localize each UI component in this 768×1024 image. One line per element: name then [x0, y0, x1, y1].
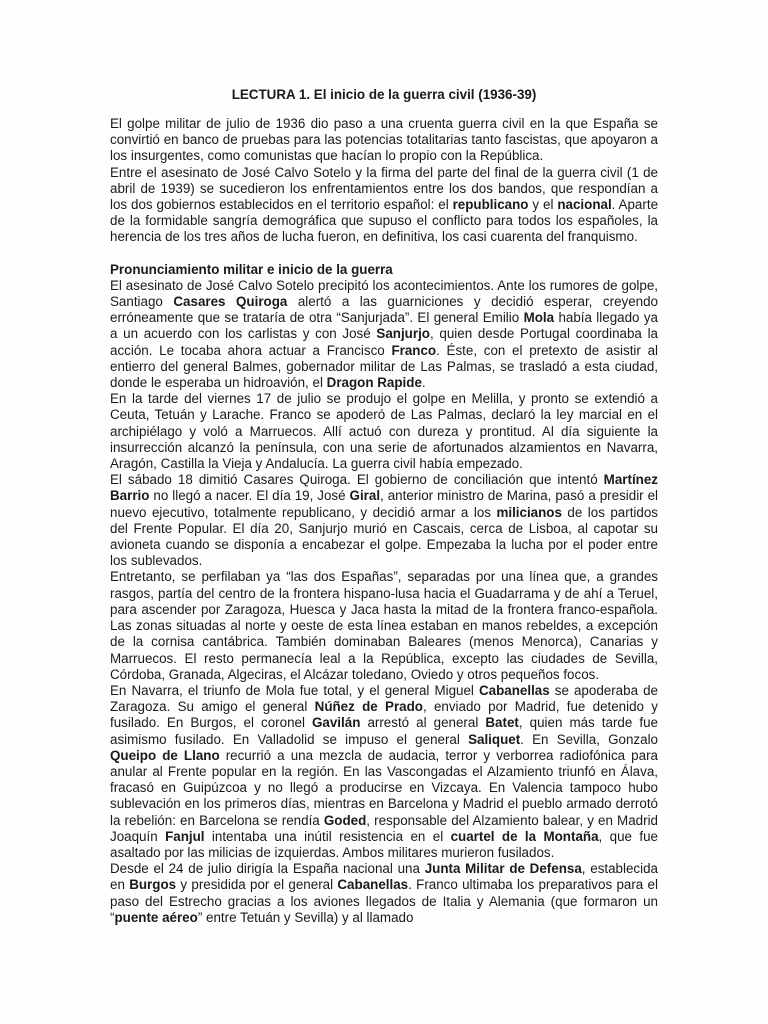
section-heading: Pronunciamiento militar e inicio de la guerra — [110, 261, 393, 277]
document-title: LECTURA 1. El inicio de la guerra civil (1936-39) — [231, 87, 537, 102]
intro-paragraph-1: El golpe militar de julio de 1936 dio paso a una cruenta guerra civil en la que España se convirtió en banco de pruebas para las potencias totalitarias tanto fascistas, que apoyaron a los insurgentes, como comunistas que hacían lo propio con la República. — [110, 116, 658, 164]
paragraph-5: En Navarra, el triunfo de Mola fue total, y el general Miguel Cabanellas se apoderaba de Zaragoza. Su amigo el general Núñez de Prado, enviado por Madrid, fue detenido y fusilado. En Burgos, el coronel Gavilán arrestó al general Batet, quien más tarde fue asimismo fusilado. En Valladolid se impuso el general Saliquet. En Sevilla, Gonzalo Queipo de Llano recurrió a una mezcla de audacia, terror y verborrea radiofónica para anular al Frente popular en la región. En las Vascongadas el Alzamiento triunfó en Álava, fracasó en Guipúzcoa y no llegó a producirse en Vizcaya. En Valencia tampoco hubo sublevación en los primeros días, mientras en Barcelona y Madrid el pueblo armado derrotó la rebelión: en Barcelona se rendía Goded, responsable del Alzamiento balear, y en Madrid Joaquín Fanjul intentaba una inútil resistencia en el cuartel de la Montaña, que fue asaltado por las milicias de izquierdas. Ambos militares murieron fusilados. — [110, 682, 658, 860]
term-republicano: republicano — [452, 197, 529, 213]
paragraph-1: El asesinato de José Calvo Sotelo precipitó los acontecimientos. Ante los rumores de golpe, Santiago Casares Quiroga alertó a las guarniciones y decidió esperar, creyendo erróneamente que se trataría de otra “Sanjurjada”. El general Emilio Mola había llegado ya a un acuerdo con los carlistas y con José Sanjurjo, quien desde Portugal coordinaba la acción. Le tocaba ahora actuar a Francisco Franco. Éste, con el pretexto de asistir al entierro del general Balmes, gobernador militar de Las Palmas, se trasladó a esta ciudad, donde le esperaba un hidroavión, el Dragon Rapide. — [110, 277, 658, 391]
paragraph-6: Desde el 24 de julio dirigía la España nacional una Junta Militar de Defensa, establecida en Burgos y presidida por el general Cabanellas. Franco ultimaba los preparativos para el paso del Estrecho gracias a los aviones llegados de Italia y Alemania (que formaron un “puente aéreo” entre Tetuán y Sevilla) y al llamado — [110, 861, 658, 925]
intro-paragraph-2: Entre el asesinato de José Calvo Sotelo y la firma del parte del final de la guerra civil (1 de abril de 1939) se sucedieron los enfrentamientos entre los dos bandos, que respondían a los dos gobiernos establecidos en el territorio español: el republicano y el nacional. Aparte de la formidable sangría demográfica que supuso el conflicto para todos los españoles, la herencia de los tres años de lucha fueron, en definitiva, los casi cuarenta del franquismo. — [110, 164, 659, 245]
term-nacional: nacional — [557, 197, 612, 213]
paragraph-3: El sábado 18 dimitió Casares Quiroga. El gobierno de conciliación que intentó Martínez Barrio no llegó a nacer. El día 19, José Giral, anterior ministro de Marina, pasó a presidir el nuevo ejecutivo, totalmente republicano, y decidió armar a los milicianos de los partidos del Frente Popular. El día 20, Sanjurjo murió en Cascais, cerca de Lisboa, al capotar su avioneta cuando se disponía a encabezar el golpe. Empezaba la lucha por el poder entre los sublevados. — [110, 472, 658, 569]
paragraph-4: Entretanto, se perfilaban ya “las dos Españas”, separadas por una línea que, a grandes rasgos, partía del centro de la frontera hispano-lusa hacia el Guadarrama y de ahí a Teruel, para ascender por Zaragoza, Huesca y Jaca hasta la mitad de la frontera franco-española. Las zonas situadas al norte y oeste de esta línea estaban en manos rebeldes, a excepción de la cornisa cantábrica. También dominaban Baleares (menos Menorca), Canarias y Marruecos. El resto permanecía leal a la República, excepto las ciudades de Sevilla, Córdoba, Granada, Algeciras, el Alcázar toledano, Oviedo y otros pequeños focos. — [110, 569, 658, 682]
paragraph-2: En la tarde del viernes 17 de julio se produjo el golpe en Melilla, y pronto se extendió a Ceuta, Tetuán y Larache. Franco se apoderó de Las Palmas, declaró la ley marcial en el archipiélago y voló a Marruecos. Allí actuó con dureza y prontitud. Al día siguiente la insurrección alcanzó la península, con una serie de afortunados alzamientos en Navarra, Aragón, Castilla la Vieja y Andalucía. La guerra civil había empezado. — [110, 391, 658, 472]
document-body — [110, 116, 658, 926]
